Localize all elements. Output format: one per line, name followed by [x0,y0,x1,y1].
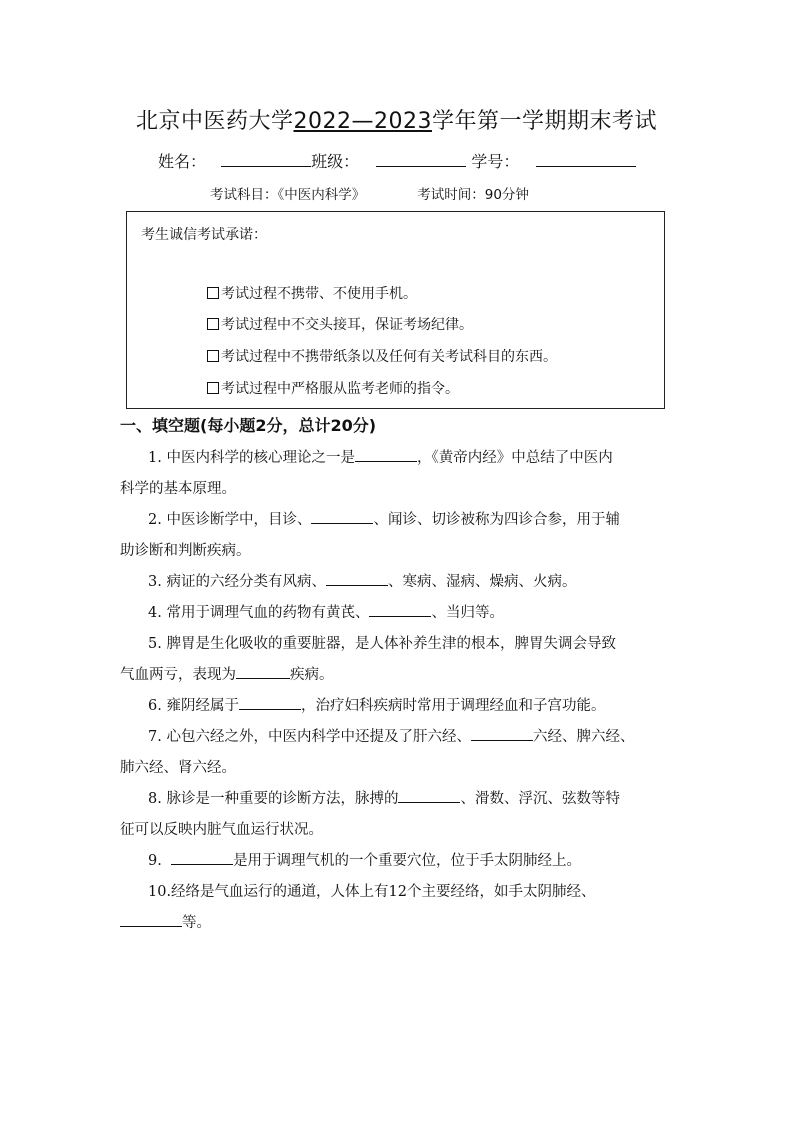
answer-blank[interactable] [369,603,431,617]
q-text: 疾病。 [290,667,334,683]
answer-blank[interactable] [326,572,388,586]
pledge-text: 考试过程中严格服从监考老师的指令。 [221,381,459,397]
section-title-fill-blank: 一、填空题(每小题2分，总计20分) [120,416,377,435]
question-10 [120,877,680,939]
q-text: 2. 中医诊断学中，目诊、 [148,512,312,528]
q-text: 助诊断和判断疾病。 [120,543,251,559]
q-text: 征可以反映内脏气血运行状况。 [120,822,323,838]
q-text: ，《黄帝内经》中总结了中医内 [416,450,613,466]
q-text: 9. [148,853,172,869]
pledge-item [207,378,459,398]
question-4 [120,598,680,629]
q-text: 7. 心包六经之外，中医内科学中还提及了肝六经、 [148,729,471,745]
q-text: 5. 脾胃是生化吸收的重要脏器，是人体补养生津的根本，脾胃失调会导致 [148,636,616,652]
q-text: 六经、脾六经、 [532,729,635,745]
question-3 [120,567,680,598]
q-text: 8. 脉诊是一种重要的诊断方法，脉搏的 [148,791,399,807]
checkbox-icon[interactable] [207,318,219,330]
id-label: 学号： [471,152,520,171]
q-text: 1. 中医内科学的核心理论之一是 [148,450,355,466]
q-text: 4. 常用于调理气血的药物有黄芪、 [148,605,370,621]
time-label: 考试时间：90分钟 [417,187,529,203]
checkbox-icon[interactable] [207,350,219,362]
q-text: 气血两亏，表现为 [120,667,236,683]
question-1 [120,443,680,505]
class-blank[interactable] [376,152,466,167]
q-text: 6. 雍阴经属于 [148,698,239,714]
pledge-item [207,314,473,334]
answer-blank[interactable] [311,510,373,524]
subject-label: 考试科目：《中医内科学》 [210,187,366,203]
answer-blank[interactable] [236,665,290,679]
question-7 [120,722,680,784]
answer-blank[interactable] [120,913,182,927]
answer-blank[interactable] [398,789,460,803]
title-suffix: 学年第一学期期末考试 [431,109,657,134]
q-text: 3. 病证的六经分类有风病、 [148,574,326,590]
question-9 [120,846,680,877]
pledge-text: 考试过程中不携带纸条以及任何有关考试科目的东西。 [221,349,557,365]
title-years: 2022—2023 [293,109,432,134]
pledge-item [207,283,417,303]
answer-blank[interactable] [355,448,417,462]
question-6 [120,691,680,722]
q-text: 是用于调理气机的一个重要穴位，位于手太阴肺经上。 [233,853,582,869]
honesty-pledge-box [126,211,665,409]
q-text: 等。 [182,915,211,931]
exam-title [0,104,793,135]
student-info-row [158,149,636,172]
class-label: 班级： [311,152,360,171]
q-text: 10.经络是气血运行的通道，人体上有12个主要经络，如手太阴肺经、 [148,884,596,900]
question-5 [120,629,680,691]
q-text: 、寒病、湿病、燥病、火病。 [387,574,577,590]
name-blank[interactable] [221,152,311,167]
q-text: 科学的基本原理。 [120,481,236,497]
question-2 [120,505,680,567]
pledge-text: 考试过程中不交头接耳，保证考场纪律。 [221,317,473,333]
title-prefix: 北京中医药大学 [135,109,294,134]
student-id-blank[interactable] [536,152,636,167]
checkbox-icon[interactable] [207,382,219,394]
name-label: 姓名： [158,152,207,171]
answer-blank[interactable] [171,851,233,865]
pledge-text: 考试过程不携带、不使用手机。 [221,286,417,302]
answer-blank[interactable] [239,696,301,710]
pledge-item [207,346,557,366]
q-text: 肺六经、肾六经。 [120,760,236,776]
q-text: 、当归等。 [431,605,504,621]
q-text: ，治疗妇科疾病时常用于调理经血和子宫功能。 [300,698,606,714]
answer-blank[interactable] [471,727,533,741]
pledge-heading: 考生诚信考试承诺： [141,227,267,243]
q-text: 、闻诊、切诊被称为四诊合参，用于辅 [373,512,620,528]
exam-meta [210,183,529,203]
question-8 [120,784,680,846]
checkbox-icon[interactable] [207,287,219,299]
q-text: 、滑数、浮沉、弦数等特 [460,791,620,807]
